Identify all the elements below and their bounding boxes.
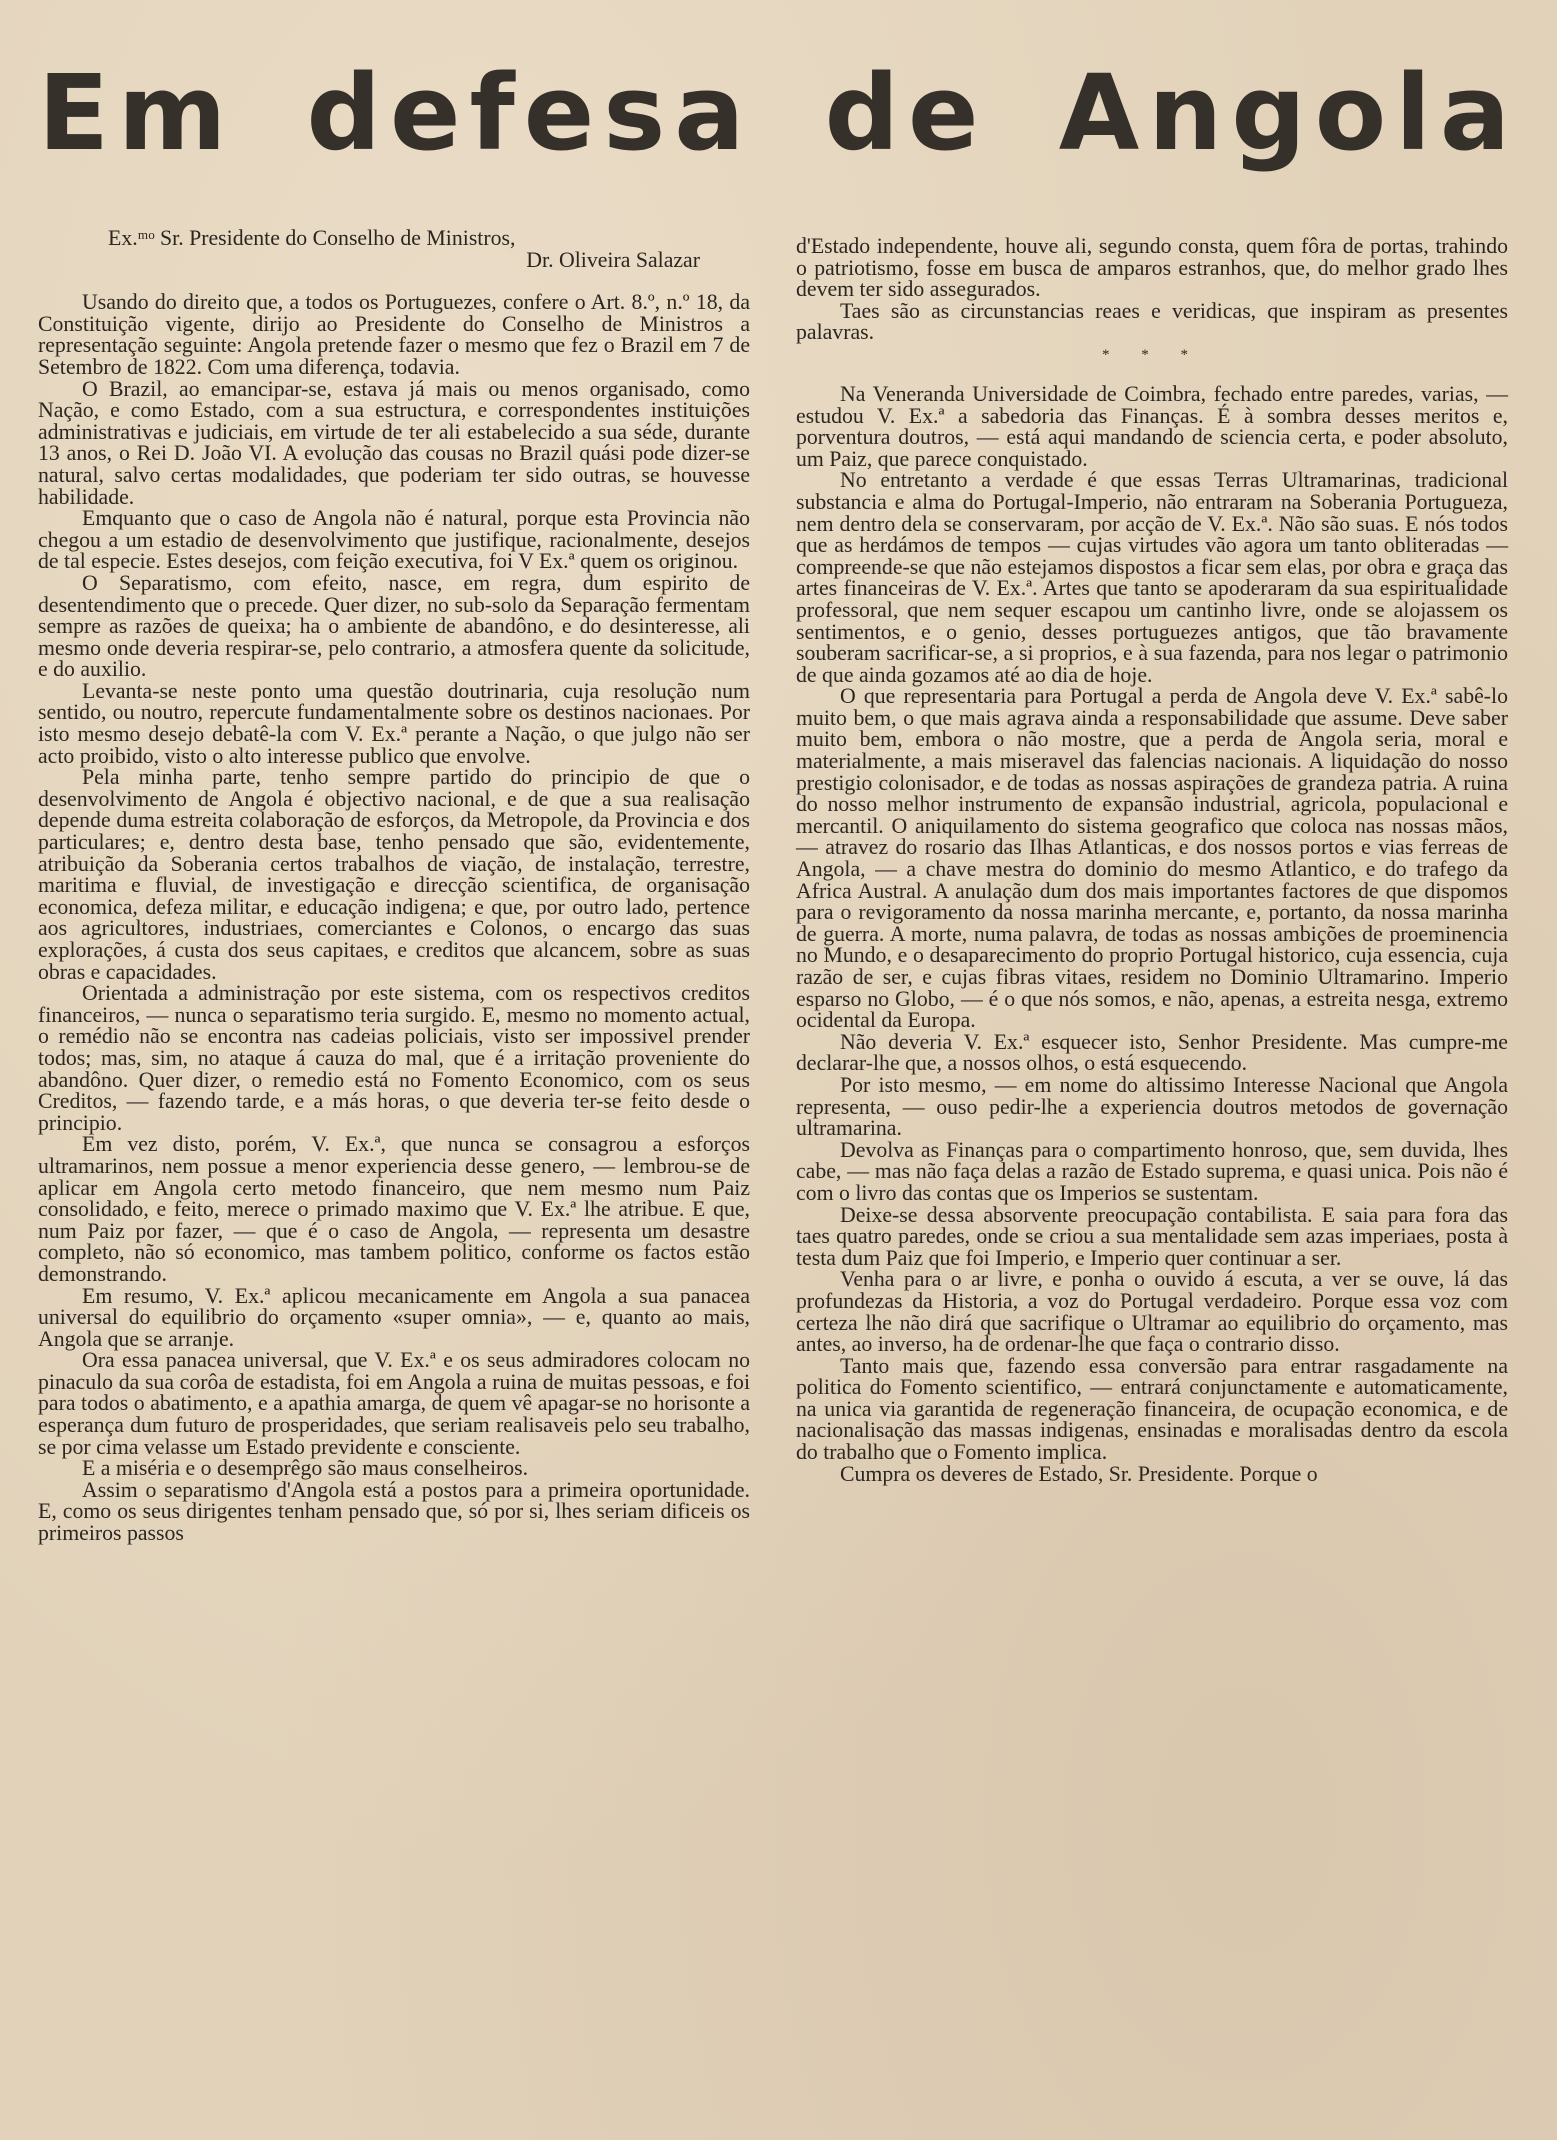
paragraph: E a miséria e o desemprêgo são maus conselheiros.: [82, 1456, 529, 1481]
paragraph: Cumpra os deveres de Estado, Sr. Presidente. Porque o: [840, 1461, 1318, 1486]
paragraph: Deixe-se dessa absorvente preocupação contabilista. E saia para fora das taes quatro paredes, onde se criou a sua mentalidade sem azas imperiaes, posta à testa dum Paiz que foi Imperio, e Imperio quer continuar a ser.: [796, 1202, 1508, 1270]
paragraph-continued: d'Estado independente, houve ali, segundo consta, quem fôra de portas, trahindo o patriotismo, fosse em busca de amparos estranhos, que, do melhor grado lhes devem ter sido assegurados.: [796, 234, 1508, 302]
paragraph: Emquanto que o caso de Angola não é natural, porque esta Provincia não chegou a um estadio de desenvolvimento que justifique, racionalmente, desejos de tal especie. Estes desejos, com feição executiva, foi V Ex.ª quem os originou.: [38, 506, 750, 574]
paragraph: O Brazil, ao emancipar-se, estava já mais ou menos organisado, como Nação, e como Estado, com a sua estructura, e correspondentes instituições administrativas e judiciais, em virtude de ter ali estabelecido a sua séde, durante 13 anos, o Rei D. João VI. A evolução das cousas no Brazil quási pode dizer-se natural, salvo certas modalidades, que poderiam ter sido outras, se houvesse habilidade.: [38, 376, 750, 509]
paragraph: Em vez disto, porém, V. Ex.ª, que nunca se consagrou a esforços ultramarinos, nem possue a menor experiencia desse genero, — lembrou-se de aplicar em Angola certo metodo financeiro, que nem mesmo num Paiz consolidado, e feito, merece o primado maximo que V. Ex.ª lhe atribue. E que, num Paiz por fazer, — que é o caso de Angola, — representa um desastre completo, não só economico, mas tambem politico, conforme os factos estão demonstrando.: [38, 1132, 750, 1286]
paragraph: O Separatismo, com efeito, nasce, em regra, dum espirito de desentendimento que o precede. Quer dizer, no sub-solo da Separação fermentam sempre as razões de queixa; ha o ambiente de abandôno, e do desinteresse, ali mesmo onde deveria respirar-se, pelo contrario, a atmosfera quente da solicitude, e do auxilio.: [38, 570, 750, 682]
paragraph: Pela minha parte, tenho sempre partido do principio de que o desenvolvimento de Angola é objectivo nacional, e de que a sua realisação depende duma estreita colaboração de esforços, da Metropole, da Provincia e dos particulares; e, dentro desta base, tenho pensado que são, evidentemente, atribuição da Soberania certos trabalhos de viação, de instalação, terrestre, maritima e fluvial, de investigação e direcção scientifica, de organisação economica, defeza militar, e educação indigena; e que, por outro lado, pertence aos agricultores, industriaes, comerciantes e Colonos, o encargo das suas explorações, á custa dos seus capitaes, e creditos que alcancem, sobre as suas obras e capacidades.: [38, 765, 750, 984]
paragraph: Não deveria V. Ex.ª esquecer isto, Senhor Presidente. Mas cumpre-me declarar-lhe que, a nossos olhos, o está esquecendo.: [796, 1029, 1508, 1076]
left-column: [38, 228, 750, 1545]
paragraph: Orientada a administração por este sistema, com os respectivos creditos financeiros, — nunca o separatismo teria surgido. E, mesmo no momento actual, o remédio não se encontra nas cadeias policiais, visto ser impossivel prender todos; mas, sim, no ataque á cauza do mal, que é a irritação proveniente do abandôno. Quer dizer, o remedio está no Fomento Economico, com os seus Creditos, — fazendo tarde, e a más horas, o que deveria ter-se feito desde o principio.: [38, 981, 750, 1135]
salutation: [38, 228, 750, 271]
paragraph: Ora essa panacea universal, que V. Ex.ª e os seus admiradores colocam no pinaculo da sua corôa de estadista, foi em Angola a ruina de muitas pessoas, e foi para todos o abatimento, e a apathia amarga, de quem vê apagar-se no horisonte a esperança dum futuro de prosperidades, que seriam realisaveis pelo seu trabalho, se por cima velasse um Estado previdente e consciente.: [38, 1348, 750, 1459]
paragraph: Taes são as circunstancias reaes e veridicas, que inspiram as presentes palavras.: [796, 298, 1508, 345]
paragraph: Devolva as Finanças para o compartimento honroso, que, sem duvida, lhes cabe, — mas não faça delas a razão de Estado suprema, e quasi unica. Pois não é com o livro das contas que os Imperios se sustentam.: [796, 1137, 1508, 1205]
paragraph: No entretanto a verdade é que essas Terras Ultramarinas, tradicional substancia e alma do Portugal-Imperio, não entraram na Soberania Portugueza, nem dentro dela se conservaram, por acção de V. Ex.ª. Não são suas. E nós todos que as herdámos de tempos — cujas virtudes vão agora um tanto obliteradas — compreende-se que não estejamos dispostos a ficar sem elas, por obra e graça das artes financeiras de V. Ex.ª. Artes que tanto se apoderaram da sua espiritualidade professoral, que nem sequer escapou um cantinho livre, onde se alojassem os sentimentos, e o genio, desses portuguezes antigos, que tão bravamente souberam sacrificar-se, a si proprios, e à sua fazenda, para nos legar o patrimonio de que ainda gozamos até ao dia de hoje.: [796, 468, 1508, 687]
section-separator: * * *: [1102, 346, 1202, 363]
right-column: [796, 236, 1508, 1485]
paragraph: Assim o separatismo d'Angola está a postos para a primeira oportunidade. E, como os seus dirigentes tenham pensado que, só por si, lhes seriam dificeis os primeiros passos: [38, 1477, 750, 1546]
paragraph: Por isto mesmo, — em nome do altissimo Interesse Nacional que Angola representa, — ouso pedir-lhe a experiencia doutros metodos de governação ultramarina.: [796, 1072, 1508, 1141]
paragraph: Em resumo, V. Ex.ª aplicou mecanicamente em Angola a sua panacea universal do equilibrio do orçamento «super omnia», — e, quanto ao mais, Angola que se arranje.: [38, 1283, 750, 1351]
paragraph: Levanta-se neste ponto uma questão doutrinaria, cuja resolução num sentido, ou noutro, repercute fundamentalmente sobre os destinos nacionaes. Por isto mesmo desejo debatê-la com V. Ex.ª perante a Nação, o que julgo não ser acto proibido, visto o alto interesse publico que envolve.: [38, 678, 750, 768]
paragraph: O que representaria para Portugal a perda de Angola deve V. Ex.ª sabê-lo muito bem, o que mais agrava ainda a responsabilidade que assume. Deve saber muito bem, embora o não mostre, que a perda de Angola seria, moral e materialmente, a mais miseravel das falencias nacionais. A liquidação do nosso prestigio colonisador, e de todas as nossas aspirações de grandeza patria. A ruina do nosso melhor instrumento de expansão industrial, agricola, populacional e mercantil. O aniquilamento do sistema geografico que coloca nas nossas mãos, — atravez do rosario das Ilhas Atlanticas, e dos nossos portos e vias ferreas de Angola, — a chave mestra do dominio do mesmo Atlantico, e do trafego da Africa Austral. A anulação dum dos mais importantes factores de que dispomos para o revigoramento da nossa marinha mercante, e, portanto, da nossa marinha de guerra. A morte, numa palavra, de todas as nossas ambições de proeminencia no Mundo, e o desaparecimento do proprio Portugal historico, cuja essencia, cuja razão de ser, e cujas fibras vitaes, residem no Dominio Ultramarino. Imperio esparso no Globo, — é o que nós somos, e não, apenas, a estreita nesga, extremo ocidental da Europa.: [796, 684, 1508, 1033]
paragraph: Na Veneranda Universidade de Coimbra, fechado entre paredes, varias, — estudou V. Ex.ª a sabedoria das Finanças. É à sombra desses meritos e, porventura doutros, — está aqui mandando de sciencia certa, e poder absoluto, um Paiz, que parece conquistado.: [796, 381, 1508, 471]
salutation-name: Dr. Oliveira Salazar: [526, 247, 700, 272]
paragraph: Usando do direito que, a todos os Portuguezes, confere o Art. 8.º, n.º 18, da Constituição vigente, dirijo ao Presidente do Conselho de Ministros a representação seguinte: Angola pretende fazer o mesmo que fez o Brazil em 7 de Setembro de 1822. Com uma diferença, todavia.: [38, 290, 750, 379]
paragraph: Tanto mais que, fazendo essa conversão para entrar rasgadamente na politica do Fomento scientifico, — entrará conjunctamente e automaticamente, na unica via garantida de regeneração financeira, de ocupação economica, e de nacionalisação das massas indigenas, ensinadas e moralisadas dentro da escola do trabalho que o Fomento implica.: [796, 1353, 1508, 1465]
salutation-addressee: Ex.ᵐᵒ Sr. Presidente do Conselho de Ministros,: [108, 226, 516, 250]
page-title: Em defesa de Angola: [37, 52, 1520, 174]
paragraph: Venha para o ar livre, e ponha o ouvido á escuta, a ver se ouve, lá das profundezas da Historia, a voz do Portugal verdadeiro. Porque essa voz com certeza lhe não dirá que sacrifique o Ultramar ao equilibrio do orçamento, mas antes, ao inverso, ha de ordenar-lhe que faça o contrario disso.: [796, 1267, 1508, 1357]
